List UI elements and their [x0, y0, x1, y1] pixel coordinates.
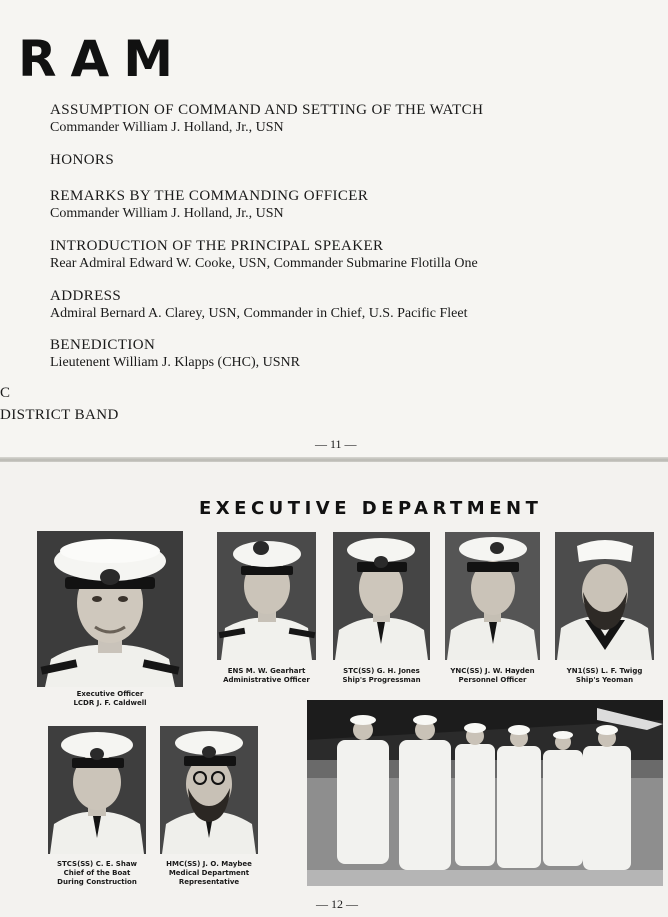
program-page	[0, 0, 668, 458]
program-item	[50, 237, 478, 273]
portrait-photo	[48, 726, 146, 854]
caption-line: Chief of the Boat	[63, 869, 131, 877]
program-item	[50, 336, 300, 372]
portrait-caption	[37, 690, 183, 708]
caption-line: Ship's Progressman	[342, 676, 421, 684]
caption-line: Administrative Officer	[223, 676, 310, 684]
caption-line: STC(SS) G. H. Jones	[343, 667, 420, 675]
program-item-heading: INTRODUCTION OF THE PRINCIPAL SPEAKER	[50, 238, 384, 254]
caption-line: ENS M. W. Gearhart	[227, 667, 306, 675]
officer-portrait-image	[37, 531, 183, 687]
program-item-detail: Rear Admiral Edward W. Cooke, USN, Commander Submarine Flotilla One	[50, 256, 478, 271]
caption-line: Ship's Yeoman	[575, 676, 634, 684]
crew-group-image	[307, 700, 663, 886]
cut-off-text: DISTRICT BAND	[0, 407, 119, 423]
caption-line: Medical Department	[168, 869, 250, 877]
program-item-heading: ASSUMPTION OF COMMAND AND SETTING OF THE WATCH	[50, 102, 484, 118]
program-item-detail: Lieutenent William J. Klapps (CHC), USNR	[50, 355, 300, 370]
program-item-detail: Commander William J. Holland, Jr., USN	[50, 120, 284, 135]
program-title-fragment: RAM	[18, 30, 187, 88]
caption-line: LCDR J. F. Caldwell	[73, 699, 147, 707]
page-number: — 12 —	[316, 897, 358, 911]
cut-off-text: C	[0, 385, 11, 401]
portrait-photo	[333, 532, 430, 660]
caption-line: During Construction	[57, 878, 137, 886]
program-item-heading: BENEDICTION	[50, 337, 156, 353]
program-item	[50, 101, 483, 137]
caption-line: YN1(SS) L. F. Twigg	[566, 667, 643, 675]
portrait-caption	[149, 860, 269, 887]
portrait-photo	[217, 532, 316, 660]
chief-portrait-image	[160, 726, 258, 854]
sailor-portrait-image	[555, 532, 654, 660]
department-title: EXECUTIVE DEPARTMENT	[199, 498, 543, 519]
group-photo	[307, 700, 663, 886]
portrait-caption	[207, 667, 326, 685]
caption-line: STCS(SS) C. E. Shaw	[56, 860, 138, 868]
chief-portrait-image	[48, 726, 146, 854]
portrait-photo	[37, 531, 183, 687]
program-item-detail: Admiral Bernard A. Clarey, USN, Commander in Chief, U.S. Pacific Fleet	[50, 306, 468, 321]
officer-portrait-image	[445, 532, 540, 660]
caption-line: Executive Officer	[76, 690, 144, 698]
program-item-heading: HONORS	[50, 152, 115, 168]
caption-line: YNC(SS) J. W. Hayden	[450, 667, 535, 675]
portrait-photo	[555, 532, 654, 660]
portrait-caption	[545, 667, 664, 685]
portrait-photo	[160, 726, 258, 854]
program-item	[50, 151, 114, 169]
portrait-caption	[322, 667, 441, 685]
portrait-caption	[433, 667, 552, 685]
caption-line: Personnel Officer	[458, 676, 527, 684]
portrait-caption	[37, 860, 157, 887]
program-item-heading: ADDRESS	[50, 288, 122, 304]
program-item-heading: REMARKS BY THE COMMANDING OFFICER	[50, 188, 369, 204]
page-number: — 11 —	[315, 437, 357, 451]
program-item	[50, 287, 467, 323]
program-item	[50, 187, 368, 223]
program-item-detail: Commander William J. Holland, Jr., USN	[50, 206, 284, 221]
caption-line: Representative	[178, 878, 240, 886]
portrait-photo	[445, 532, 540, 660]
caption-line: HMC(SS) J. O. Maybee	[166, 860, 252, 868]
officer-portrait-image	[217, 532, 316, 660]
officer-portrait-image	[333, 532, 430, 660]
